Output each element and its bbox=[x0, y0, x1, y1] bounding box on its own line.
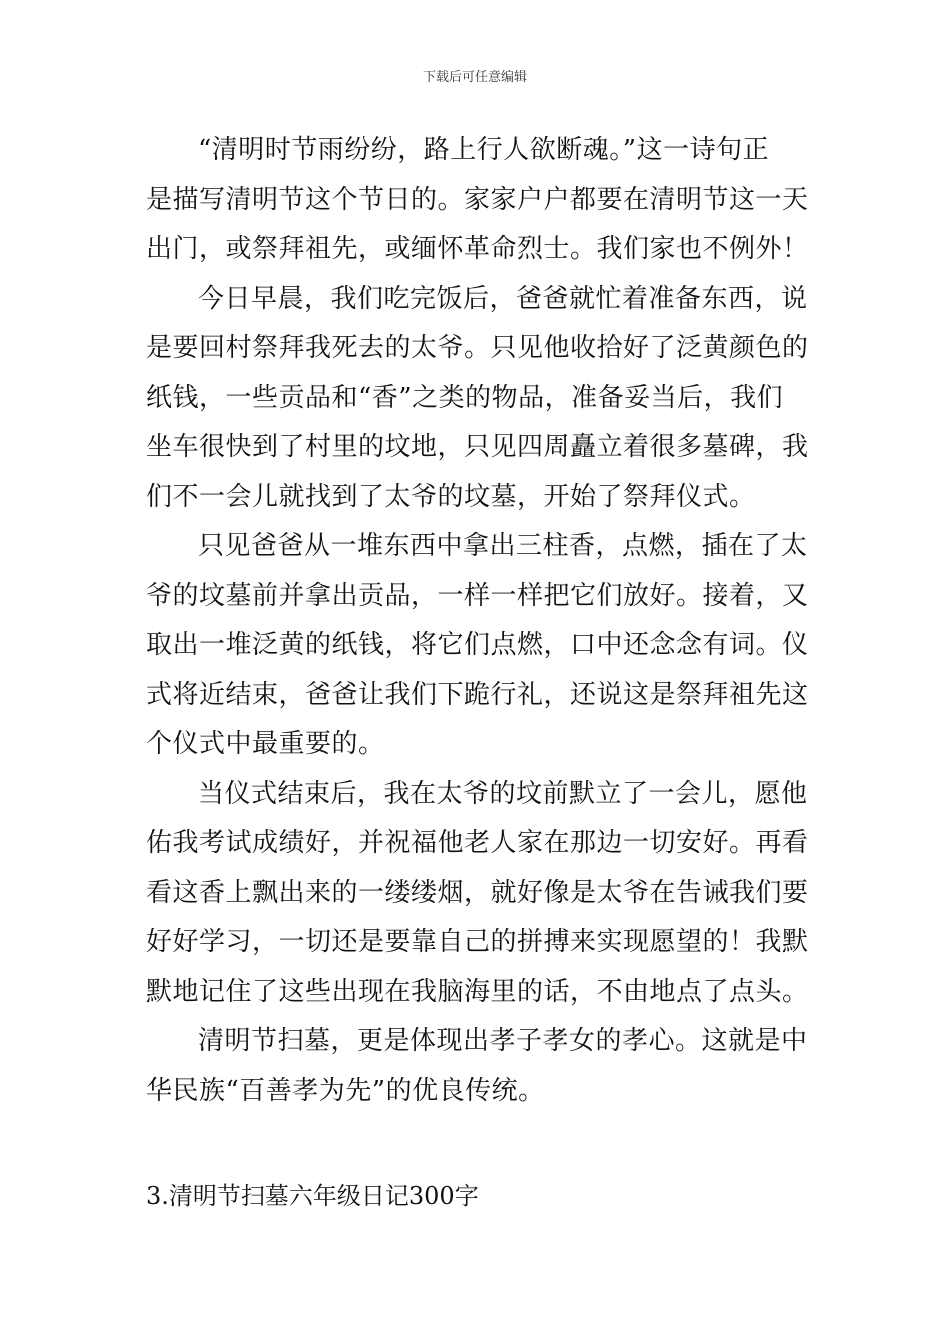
paragraph-line: 佑我考试成绩好，并祝福他老人家在那边一切安好。再看 bbox=[146, 828, 809, 858]
paragraph-line: “清明时节雨纷纷，路上行人欲断魂。”这一诗句正 bbox=[198, 135, 770, 165]
page-header: 下载后可任意编辑 bbox=[422, 70, 527, 85]
paragraph-4 bbox=[146, 770, 810, 1018]
section-heading: 3.清明节扫墓六年级日记300字 bbox=[146, 1182, 479, 1210]
paragraph-line: 出门，或祭拜祖先，或缅怀革命烈士。我们家也不例外！ bbox=[146, 234, 809, 264]
paragraph-line: 默地记住了这些出现在我脑海里的话，不由地点了点头。 bbox=[146, 976, 809, 1007]
paragraph-3 bbox=[146, 522, 810, 770]
paragraph-line: 坐车很快到了村里的坟地，只见四周矗立着很多墓碑，我 bbox=[146, 432, 809, 462]
paragraph-line: 取出一堆泛黄的纸钱，将它们点燃，口中还念念有词。仪 bbox=[146, 630, 809, 660]
paragraph-line: 看这香上飘出来的一缕缕烟，就好像是太爷在告诫我们要 bbox=[146, 877, 809, 908]
paragraph-line: 今日早晨，我们吃完饭后，爸爸就忙着准备东西，说 bbox=[198, 283, 808, 314]
paragraph-line: 当仪式结束后，我在太爷的坟前默立了一会儿，愿他 bbox=[198, 778, 808, 809]
paragraph-line: 纸钱，一些贡品和“香”之类的物品，准备妥当后，我们 bbox=[146, 382, 784, 413]
paragraph-line: 是描写清明节这个节日的。家家户户都要在清明节这一天 bbox=[146, 184, 809, 215]
paragraph-2 bbox=[146, 275, 810, 523]
paragraph-line: 个仪式中最重要的。 bbox=[146, 729, 385, 759]
paragraph-line: 清明节扫墓，更是体现出孝子孝女的孝心。这就是中 bbox=[198, 1026, 808, 1056]
paragraph-5 bbox=[146, 1017, 810, 1116]
paragraph-line: 华民族“百善孝为先”的优良传统。 bbox=[146, 1075, 545, 1106]
paragraph-line: 是要回村祭拜我死去的太爷。只见他收拾好了泛黄颜色的 bbox=[146, 333, 809, 363]
paragraph-line: 式将近结束，爸爸让我们下跪行礼，还说这是祭拜祖先这 bbox=[146, 679, 809, 710]
paragraph-1 bbox=[146, 126, 810, 275]
paragraph-line: 爷的坟墓前并拿出贡品，一样一样把它们放好。接着，又 bbox=[146, 580, 809, 611]
document-body bbox=[146, 126, 810, 1116]
paragraph-line: 只见爸爸从一堆东西中拿出三柱香，点燃，插在了太 bbox=[198, 531, 808, 561]
paragraph-line: 好好学习，一切还是要靠自己的拼搏来实现愿望的！我默 bbox=[146, 927, 809, 957]
paragraph-line: 们不一会儿就找到了太爷的坟墓，开始了祭拜仪式。 bbox=[146, 481, 756, 512]
